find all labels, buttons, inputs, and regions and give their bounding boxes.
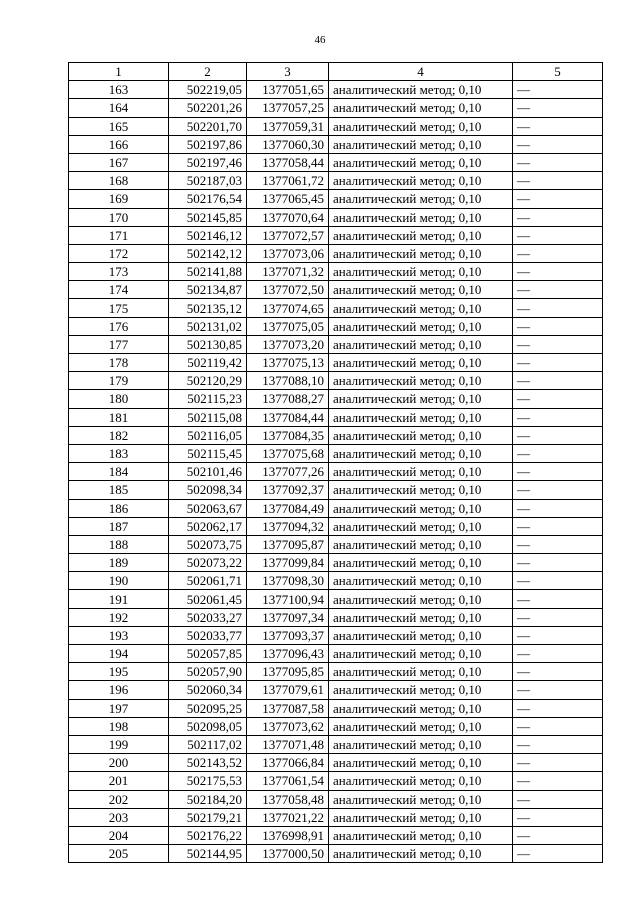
note-cell: — [513,826,603,844]
x-coordinate-cell: 502179,21 [169,808,247,826]
column-header: 4 [329,63,513,81]
point-number-cell: 189 [69,554,169,572]
table-row [69,663,603,681]
y-coordinate-cell: 1377087,58 [247,699,329,717]
method-cell: аналитический метод; 0,10 [329,772,513,790]
table-row [69,208,603,226]
method-cell: аналитический метод; 0,10 [329,426,513,444]
table-row [69,263,603,281]
point-number-cell: 184 [69,463,169,481]
y-coordinate-cell: 1377073,06 [247,244,329,262]
x-coordinate-cell: 502057,90 [169,663,247,681]
method-cell: аналитический метод; 0,10 [329,499,513,517]
note-cell: — [513,281,603,299]
y-coordinate-cell: 1377084,49 [247,499,329,517]
page-number: 46 [314,34,326,46]
method-cell: аналитический метод; 0,10 [329,590,513,608]
method-cell: аналитический метод; 0,10 [329,99,513,117]
table-row [69,645,603,663]
method-cell: аналитический метод; 0,10 [329,153,513,171]
point-number-cell: 201 [69,772,169,790]
method-cell: аналитический метод; 0,10 [329,845,513,863]
point-number-cell: 168 [69,172,169,190]
y-coordinate-cell: 1377098,30 [247,572,329,590]
note-cell: — [513,372,603,390]
x-coordinate-cell: 502201,26 [169,99,247,117]
method-cell: аналитический метод; 0,10 [329,481,513,499]
point-number-cell: 185 [69,481,169,499]
note-cell: — [513,299,603,317]
x-coordinate-cell: 502176,54 [169,190,247,208]
x-coordinate-cell: 502187,03 [169,172,247,190]
y-coordinate-cell: 1377100,94 [247,590,329,608]
method-cell: аналитический метод; 0,10 [329,826,513,844]
note-cell: — [513,626,603,644]
y-coordinate-cell: 1377095,85 [247,663,329,681]
x-coordinate-cell: 502060,34 [169,681,247,699]
note-cell: — [513,117,603,135]
y-coordinate-cell: 1377073,20 [247,335,329,353]
table-row [69,281,603,299]
point-number-cell: 199 [69,735,169,753]
point-number-cell: 163 [69,81,169,99]
x-coordinate-cell: 502134,87 [169,281,247,299]
method-cell: аналитический метод; 0,10 [329,554,513,572]
method-cell: аналитический метод; 0,10 [329,135,513,153]
method-cell: аналитический метод; 0,10 [329,444,513,462]
point-number-cell: 192 [69,608,169,626]
x-coordinate-cell: 502145,85 [169,208,247,226]
table-row [69,590,603,608]
table-row [69,499,603,517]
note-cell: — [513,172,603,190]
note-cell: — [513,335,603,353]
y-coordinate-cell: 1377084,44 [247,408,329,426]
method-cell: аналитический метод; 0,10 [329,790,513,808]
table-row [69,117,603,135]
x-coordinate-cell: 502197,46 [169,153,247,171]
point-number-cell: 171 [69,226,169,244]
point-number-cell: 196 [69,681,169,699]
method-cell: аналитический метод; 0,10 [329,372,513,390]
note-cell: — [513,645,603,663]
y-coordinate-cell: 1377097,34 [247,608,329,626]
note-cell: — [513,444,603,462]
point-number-cell: 190 [69,572,169,590]
point-number-cell: 175 [69,299,169,317]
y-coordinate-cell: 1377096,43 [247,645,329,663]
x-coordinate-cell: 502184,20 [169,790,247,808]
method-cell: аналитический метод; 0,10 [329,681,513,699]
method-cell: аналитический метод; 0,10 [329,754,513,772]
coordinates-table [68,62,603,863]
note-cell: — [513,408,603,426]
method-cell: аналитический метод; 0,10 [329,190,513,208]
table-row [69,754,603,772]
y-coordinate-cell: 1377077,26 [247,463,329,481]
note-cell: — [513,226,603,244]
table-row [69,735,603,753]
note-cell: — [513,663,603,681]
x-coordinate-cell: 502057,85 [169,645,247,663]
point-number-cell: 181 [69,408,169,426]
note-cell: — [513,572,603,590]
table-row [69,463,603,481]
x-coordinate-cell: 502095,25 [169,699,247,717]
method-cell: аналитический метод; 0,10 [329,663,513,681]
x-coordinate-cell: 502119,42 [169,354,247,372]
note-cell: — [513,481,603,499]
method-cell: аналитический метод; 0,10 [329,717,513,735]
note-cell: — [513,590,603,608]
point-number-cell: 204 [69,826,169,844]
point-number-cell: 198 [69,717,169,735]
table-row [69,517,603,535]
method-cell: аналитический метод; 0,10 [329,626,513,644]
note-cell: — [513,808,603,826]
y-coordinate-cell: 1377058,48 [247,790,329,808]
note-cell: — [513,463,603,481]
note-cell: — [513,845,603,863]
method-cell: аналитический метод; 0,10 [329,226,513,244]
table-row [69,554,603,572]
point-number-cell: 187 [69,517,169,535]
point-number-cell: 180 [69,390,169,408]
method-cell: аналитический метод; 0,10 [329,281,513,299]
column-header: 1 [69,63,169,81]
method-cell: аналитический метод; 0,10 [329,572,513,590]
table-row [69,772,603,790]
table-row [69,608,603,626]
method-cell: аналитический метод; 0,10 [329,81,513,99]
point-number-cell: 205 [69,845,169,863]
point-number-cell: 179 [69,372,169,390]
y-coordinate-cell: 1377075,13 [247,354,329,372]
y-coordinate-cell: 1377075,68 [247,444,329,462]
table-row [69,244,603,262]
x-coordinate-cell: 502115,08 [169,408,247,426]
x-coordinate-cell: 502201,70 [169,117,247,135]
x-coordinate-cell: 502101,46 [169,463,247,481]
method-cell: аналитический метод; 0,10 [329,208,513,226]
y-coordinate-cell: 1377092,37 [247,481,329,499]
x-coordinate-cell: 502115,23 [169,390,247,408]
method-cell: аналитический метод; 0,10 [329,244,513,262]
y-coordinate-cell: 1377079,61 [247,681,329,699]
method-cell: аналитический метод; 0,10 [329,517,513,535]
table-row [69,135,603,153]
point-number-cell: 167 [69,153,169,171]
table-row [69,535,603,553]
x-coordinate-cell: 502219,05 [169,81,247,99]
method-cell: аналитический метод; 0,10 [329,463,513,481]
method-cell: аналитический метод; 0,10 [329,299,513,317]
x-coordinate-cell: 502098,05 [169,717,247,735]
point-number-cell: 200 [69,754,169,772]
y-coordinate-cell: 1377000,50 [247,845,329,863]
y-coordinate-cell: 1377073,62 [247,717,329,735]
y-coordinate-cell: 1377094,32 [247,517,329,535]
x-coordinate-cell: 502146,12 [169,226,247,244]
x-coordinate-cell: 502143,52 [169,754,247,772]
point-number-cell: 173 [69,263,169,281]
y-coordinate-cell: 1377066,84 [247,754,329,772]
note-cell: — [513,99,603,117]
point-number-cell: 166 [69,135,169,153]
x-coordinate-cell: 502061,45 [169,590,247,608]
note-cell: — [513,717,603,735]
y-coordinate-cell: 1377058,44 [247,153,329,171]
y-coordinate-cell: 1377057,25 [247,99,329,117]
table-row [69,790,603,808]
note-cell: — [513,263,603,281]
point-number-cell: 174 [69,281,169,299]
table-row [69,717,603,735]
method-cell: аналитический метод; 0,10 [329,317,513,335]
point-number-cell: 186 [69,499,169,517]
y-coordinate-cell: 1377051,65 [247,81,329,99]
x-coordinate-cell: 502176,22 [169,826,247,844]
table-row [69,681,603,699]
table-row [69,808,603,826]
table-row [69,699,603,717]
method-cell: аналитический метод; 0,10 [329,263,513,281]
table-row [69,172,603,190]
column-header: 5 [513,63,603,81]
x-coordinate-cell: 502142,12 [169,244,247,262]
table-row [69,408,603,426]
point-number-cell: 170 [69,208,169,226]
table-row [69,426,603,444]
note-cell: — [513,517,603,535]
y-coordinate-cell: 1377099,84 [247,554,329,572]
y-coordinate-cell: 1377072,57 [247,226,329,244]
note-cell: — [513,208,603,226]
y-coordinate-cell: 1376998,91 [247,826,329,844]
note-cell: — [513,190,603,208]
table-row [69,354,603,372]
note-cell: — [513,499,603,517]
x-coordinate-cell: 502033,27 [169,608,247,626]
y-coordinate-cell: 1377071,32 [247,263,329,281]
y-coordinate-cell: 1377060,30 [247,135,329,153]
table-body [69,81,603,863]
column-header: 3 [247,63,329,81]
table-row [69,481,603,499]
x-coordinate-cell: 502135,12 [169,299,247,317]
method-cell: аналитический метод; 0,10 [329,645,513,663]
note-cell: — [513,754,603,772]
point-number-cell: 183 [69,444,169,462]
note-cell: — [513,426,603,444]
point-number-cell: 182 [69,426,169,444]
x-coordinate-cell: 502063,67 [169,499,247,517]
note-cell: — [513,135,603,153]
x-coordinate-cell: 502061,71 [169,572,247,590]
x-coordinate-cell: 502130,85 [169,335,247,353]
method-cell: аналитический метод; 0,10 [329,699,513,717]
method-cell: аналитический метод; 0,10 [329,117,513,135]
method-cell: аналитический метод; 0,10 [329,390,513,408]
table-row [69,335,603,353]
table-row [69,81,603,99]
y-coordinate-cell: 1377084,35 [247,426,329,444]
y-coordinate-cell: 1377070,64 [247,208,329,226]
x-coordinate-cell: 502116,05 [169,426,247,444]
note-cell: — [513,772,603,790]
table-row [69,845,603,863]
y-coordinate-cell: 1377061,72 [247,172,329,190]
method-cell: аналитический метод; 0,10 [329,408,513,426]
column-header: 2 [169,63,247,81]
point-number-cell: 193 [69,626,169,644]
y-coordinate-cell: 1377072,50 [247,281,329,299]
y-coordinate-cell: 1377088,10 [247,372,329,390]
table-row [69,99,603,117]
note-cell: — [513,153,603,171]
table-row [69,826,603,844]
method-cell: аналитический метод; 0,10 [329,335,513,353]
x-coordinate-cell: 502197,86 [169,135,247,153]
point-number-cell: 203 [69,808,169,826]
note-cell: — [513,317,603,335]
x-coordinate-cell: 502115,45 [169,444,247,462]
point-number-cell: 177 [69,335,169,353]
x-coordinate-cell: 502098,34 [169,481,247,499]
table-header-row [69,63,603,81]
table-row [69,444,603,462]
y-coordinate-cell: 1377093,37 [247,626,329,644]
x-coordinate-cell: 502144,95 [169,845,247,863]
point-number-cell: 176 [69,317,169,335]
note-cell: — [513,354,603,372]
x-coordinate-cell: 502131,02 [169,317,247,335]
point-number-cell: 188 [69,535,169,553]
point-number-cell: 202 [69,790,169,808]
x-coordinate-cell: 502062,17 [169,517,247,535]
method-cell: аналитический метод; 0,10 [329,808,513,826]
table-row [69,572,603,590]
point-number-cell: 164 [69,99,169,117]
note-cell: — [513,390,603,408]
note-cell: — [513,554,603,572]
x-coordinate-cell: 502120,29 [169,372,247,390]
x-coordinate-cell: 502141,88 [169,263,247,281]
note-cell: — [513,699,603,717]
note-cell: — [513,790,603,808]
note-cell: — [513,244,603,262]
x-coordinate-cell: 502117,02 [169,735,247,753]
table-row [69,626,603,644]
x-coordinate-cell: 502175,53 [169,772,247,790]
method-cell: аналитический метод; 0,10 [329,608,513,626]
point-number-cell: 178 [69,354,169,372]
x-coordinate-cell: 502073,22 [169,554,247,572]
point-number-cell: 194 [69,645,169,663]
point-number-cell: 195 [69,663,169,681]
x-coordinate-cell: 502033,77 [169,626,247,644]
table-row [69,226,603,244]
note-cell: — [513,535,603,553]
table-row [69,299,603,317]
y-coordinate-cell: 1377088,27 [247,390,329,408]
point-number-cell: 165 [69,117,169,135]
y-coordinate-cell: 1377075,05 [247,317,329,335]
point-number-cell: 191 [69,590,169,608]
y-coordinate-cell: 1377021,22 [247,808,329,826]
table-row [69,190,603,208]
table-row [69,390,603,408]
note-cell: — [513,608,603,626]
y-coordinate-cell: 1377071,48 [247,735,329,753]
note-cell: — [513,81,603,99]
point-number-cell: 169 [69,190,169,208]
y-coordinate-cell: 1377065,45 [247,190,329,208]
point-number-cell: 172 [69,244,169,262]
table-row [69,372,603,390]
note-cell: — [513,735,603,753]
note-cell: — [513,681,603,699]
table-row [69,153,603,171]
table-row [69,317,603,335]
x-coordinate-cell: 502073,75 [169,535,247,553]
method-cell: аналитический метод; 0,10 [329,535,513,553]
method-cell: аналитический метод; 0,10 [329,354,513,372]
y-coordinate-cell: 1377095,87 [247,535,329,553]
point-number-cell: 197 [69,699,169,717]
y-coordinate-cell: 1377059,31 [247,117,329,135]
method-cell: аналитический метод; 0,10 [329,172,513,190]
y-coordinate-cell: 1377061,54 [247,772,329,790]
method-cell: аналитический метод; 0,10 [329,735,513,753]
y-coordinate-cell: 1377074,65 [247,299,329,317]
